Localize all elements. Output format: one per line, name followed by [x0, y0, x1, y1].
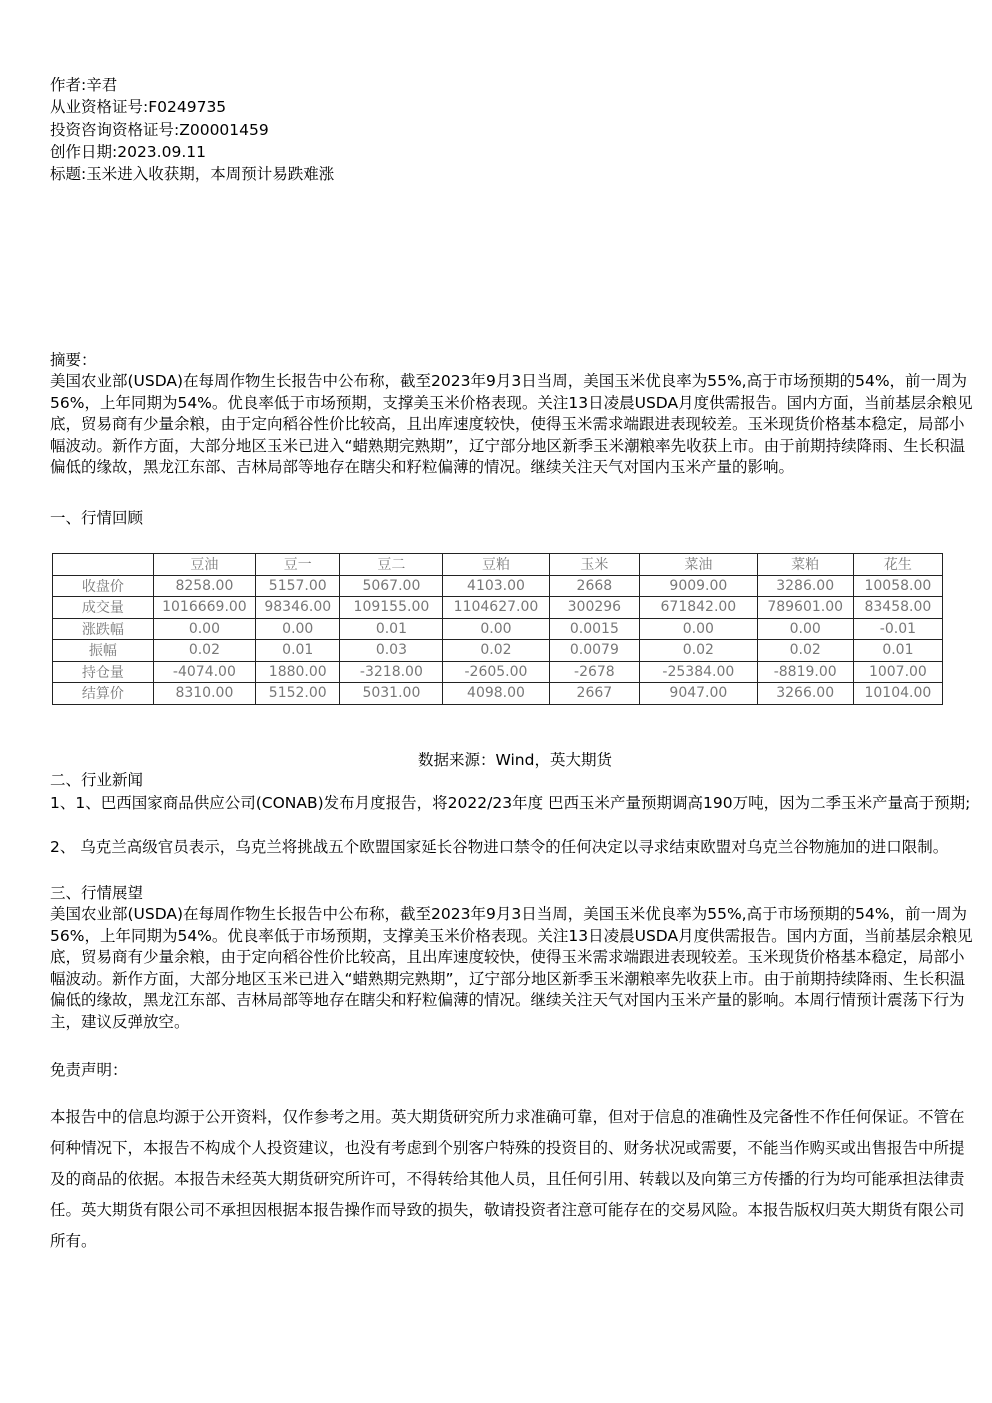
row-label-cell: 持仓量 [53, 661, 154, 683]
table-cell: 8310.00 [153, 683, 255, 705]
news-item-1: 1、1、巴西国家商品供应公司(CONAB)发布月度报告，将2022/23年度 巴西玉米产量预期调高190万吨，因为二季玉米产量高于预期; [50, 794, 971, 812]
table-cell: 0.0079 [549, 640, 640, 662]
table-cell: 5067.00 [340, 575, 443, 597]
table-cell: 9009.00 [640, 575, 757, 597]
row-label-cell: 收盘价 [53, 575, 154, 597]
table-header-cell: 菜粕 [757, 554, 853, 576]
table-cell: 0.01 [853, 640, 942, 662]
news-item-2: 2、 乌克兰高级官员表示，乌克兰将挑战五个欧盟国家延长谷物进口禁令的任何决定以寻求结束欧盟对乌克兰谷物施加的进口限制。 [50, 838, 949, 856]
table-cell: 5031.00 [340, 683, 443, 705]
table-cell: 1104627.00 [443, 597, 549, 619]
table-cell: 1880.00 [256, 661, 340, 683]
table-cell: -4074.00 [153, 661, 255, 683]
table-cell: 0.01 [256, 640, 340, 662]
table-cell: 10058.00 [853, 575, 942, 597]
table-header-cell: 玉米 [549, 554, 640, 576]
summary-heading: 摘要： [50, 351, 97, 369]
row-label-cell: 成交量 [53, 597, 154, 619]
table-cell: -3218.00 [340, 661, 443, 683]
table-cell: 0.00 [153, 618, 255, 640]
table-header-cell: 豆粕 [443, 554, 549, 576]
table-cell: 109155.00 [340, 597, 443, 619]
author-line: 作者:辛君 [50, 76, 118, 94]
table-cell: 2667 [549, 683, 640, 705]
table-cell: 0.02 [153, 640, 255, 662]
table-header-cell: 豆一 [256, 554, 340, 576]
date-line: 创作日期:2023.09.11 [50, 143, 206, 161]
table-cell: 0.01 [340, 618, 443, 640]
row-label-cell: 振幅 [53, 640, 154, 662]
table-cell: -25384.00 [640, 661, 757, 683]
summary-text: 美国农业部(USDA)在每周作物生长报告中公布称，截至2023年9月3日当周，美国玉米优良率为55%,高于市场预期的54%，前一周为56%，上年同期为54%。优良率低于市场预期，支撑美玉米价格表现。关注13日凌晨USDA月度供需报告。国内方面，当前基层余粮见底，贸易商有少量余粮，由于定向稻谷性价比较高，且出库速度较快，使得玉米需求端跟进表现较差。玉米现货价格基本稳定，局部小幅波动。新作方面，大部分地区玉米已进入“蜡熟期完熟期”，辽宁部分地区新季玉米潮粮率先收获上市。由于前期持续降雨、生长积温偏低的缘故，黑龙江东部、吉林局部等地存在瞎尖和籽粒偏薄的情况。继续关注天气对国内玉米产量的影响。 [50, 372, 973, 476]
table-row [53, 683, 943, 705]
disclaimer-body: 本报告中的信息均源于公开资料，仅作参考之用。英大期货研究所力求准确可靠，但对于信息的准确性及完备性不作任何保证。不管在何种情况下，本报告不构成个人投资建议，也没有考虑到个别客户特殊的投资目的、财务状况或需要，不能当作购买或出售报告中所提及的商品的依据。本报告未经英大期货研究所许可，不得转给其他人员，且任何引用、转载以及向第三方传播的行为均可能承担法律责任。英大期货有限公司不承担因根据本报告操作而导致的损失，敬请投资者注意可能存在的交易风险。本报告版权归英大期货有限公司所有。 [50, 1108, 965, 1250]
table-cell: 4103.00 [443, 575, 549, 597]
table-cell: 3286.00 [757, 575, 853, 597]
summary-body [50, 371, 975, 479]
table-cell: -2605.00 [443, 661, 549, 683]
section2-heading: 二、行业新闻 [50, 771, 144, 789]
table-cell: 0.00 [757, 618, 853, 640]
table-cell: 1007.00 [853, 661, 942, 683]
section3-heading: 三、行情展望 [50, 884, 144, 902]
table-header-cell: 花生 [853, 554, 942, 576]
disclaimer-heading: 免责声明： [50, 1061, 128, 1079]
outlook-body: 美国农业部(USDA)在每周作物生长报告中公布称，截至2023年9月3日当周，美国玉米优良率为55%,高于市场预期的54%，前一周为56%，上年同期为54%。优良率低于市场预期，支撑美玉米价格表现。关注13日凌晨USDA月度供需报告。国内方面，当前基层余粮见底，贸易商有少量余粮，由于定向稻谷性价比较高，且出库速度较快，使得玉米需求端跟进表现较差。玉米现货价格基本稳定，局部小幅波动。新作方面，大部分地区玉米已进入“蜡熟期完熟期”，辽宁部分地区新季玉米潮粮率先收获上市。由于前期持续降雨、生长积温偏低的缘故，黑龙江东部、吉林局部等地存在瞎尖和籽粒偏薄的情况。继续关注天气对国内玉米产量的影响。本周行情预计震荡下行为主，建议反弹放空。 [50, 905, 973, 1031]
table-cell: 0.03 [340, 640, 443, 662]
table-cell: 671842.00 [640, 597, 757, 619]
table-cell: 98346.00 [256, 597, 340, 619]
row-label-cell: 涨跌幅 [53, 618, 154, 640]
table-cell: 789601.00 [757, 597, 853, 619]
table-cell: 0.0015 [549, 618, 640, 640]
table-cell: 8258.00 [153, 575, 255, 597]
quotes-table [52, 553, 943, 705]
table-cell: 5152.00 [256, 683, 340, 705]
table-cell: 0.00 [256, 618, 340, 640]
table-cell: -0.01 [853, 618, 942, 640]
table-row [53, 575, 943, 597]
table-row [53, 640, 943, 662]
table-header-cell: 豆二 [340, 554, 443, 576]
table-cell: 1016669.00 [153, 597, 255, 619]
table-header-cell: 菜油 [640, 554, 757, 576]
table-row [53, 597, 943, 619]
table-cell: 83458.00 [853, 597, 942, 619]
table-header-row [53, 554, 943, 576]
table-cell: 2668 [549, 575, 640, 597]
table-cell: 5157.00 [256, 575, 340, 597]
table-cell: 0.00 [443, 618, 549, 640]
row-label-cell: 结算价 [53, 683, 154, 705]
section1-heading: 一、行情回顾 [50, 509, 144, 527]
table-cell: -8819.00 [757, 661, 853, 683]
table-cell: 9047.00 [640, 683, 757, 705]
table-cell: 10104.00 [853, 683, 942, 705]
data-source: 数据来源：Wind，英大期货 [418, 751, 612, 769]
table-header-cell [53, 554, 154, 576]
table-cell: -2678 [549, 661, 640, 683]
table-cell: 0.02 [640, 640, 757, 662]
table-cell: 4098.00 [443, 683, 549, 705]
license-line: 从业资格证号:F0249735 [50, 98, 227, 116]
table-row [53, 661, 943, 683]
table-cell: 0.02 [443, 640, 549, 662]
table-cell: 3266.00 [757, 683, 853, 705]
title-line: 标题:玉米进入收获期，本周预计易跌难涨 [50, 165, 335, 183]
table-row [53, 618, 943, 640]
table-cell: 300296 [549, 597, 640, 619]
table-cell: 0.00 [640, 618, 757, 640]
table-header-cell: 豆油 [153, 554, 255, 576]
consult-license-line: 投资咨询资格证号:Z00001459 [50, 121, 269, 139]
table-cell: 0.02 [757, 640, 853, 662]
